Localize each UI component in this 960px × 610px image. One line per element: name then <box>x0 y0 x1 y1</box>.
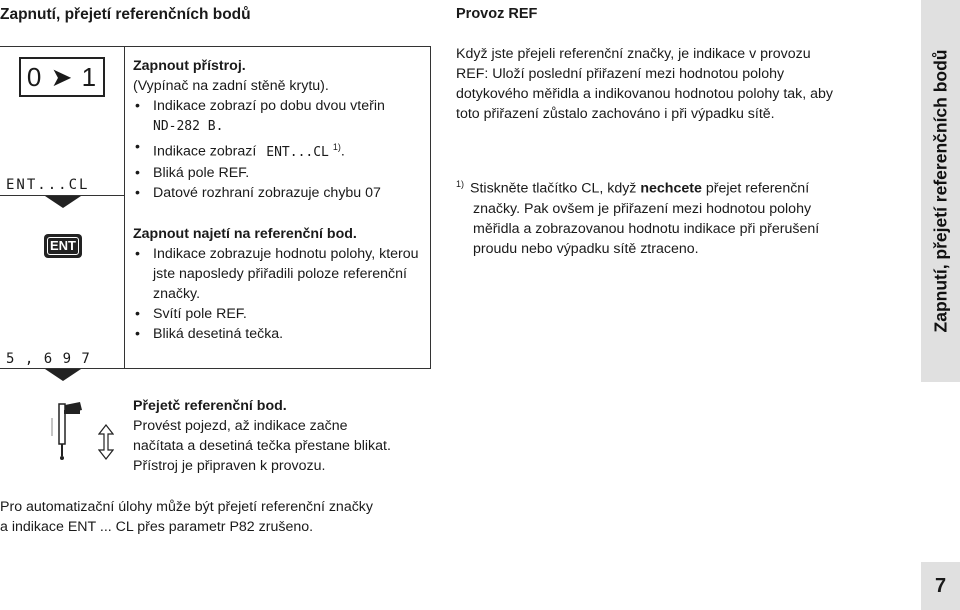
page-title: Zapnutí, přejetí referenčních bodů <box>0 6 251 23</box>
step3-text <box>133 396 433 476</box>
step2-arrow-down-icon <box>45 369 81 381</box>
step3-heading: Přejetč referenční bod. <box>133 398 287 414</box>
step2-heading: Zapnout najetí na referenční bod. <box>133 226 357 242</box>
step3-line: Provést pojezd, až indikace začne <box>133 418 348 434</box>
list-item: • Indikace zobrazí po dobu dvou vteřin ND-282 B. <box>133 96 423 137</box>
display-readout-ent-cl: ENT...CL <box>6 177 90 193</box>
left-box-right-border <box>430 46 431 368</box>
step1-bullets <box>133 96 423 203</box>
list-item: • Bliká pole REF. <box>133 163 423 183</box>
list-item: • Datové rozhraní zobrazuje chybu 07 <box>133 183 423 203</box>
footnote-marker: 1) <box>456 179 465 189</box>
ent-key[interactable] <box>44 234 82 258</box>
step1-note: (Vypínač na zadní stěně krytu). <box>133 78 329 94</box>
step2-text <box>133 224 423 344</box>
step2-bullets <box>133 244 423 344</box>
footer-note: Pro automatizační úlohy může být přejetí referenční značky a indikace ENT ... CL přes parametr P82 zrušeno. <box>0 499 373 535</box>
probe-gauge-icon <box>38 396 88 468</box>
right-heading: Provoz REF <box>456 6 538 22</box>
page-number-tab <box>921 562 960 610</box>
list-item: • Indikace zobrazuje hodnotu polohy, kterou jste naposledy přiřadili poloze referenční značky. <box>133 244 423 304</box>
step3-line: Přístroj je připraven k provozu. <box>133 458 326 474</box>
display-readout-value: 5 , 6 9 7 <box>6 351 91 367</box>
footnote: $^{1)}$ Stiskněte tlačítko CL, když nechcete přejet referenční značky. Pak ovšem je přiřazení mezi hodnotou polohy měřidla a zobrazovanou hodnotu indikace při přerušení proudu nebo výpadku sítě ztraceno. <box>456 179 820 257</box>
up-down-arrow-icon <box>98 424 114 460</box>
step1-text <box>133 56 423 203</box>
list-item: • Indikace zobrazí ENT...CL $^{1)}$. <box>133 137 423 163</box>
list-item: • Svítí pole REF. <box>133 304 423 324</box>
page-number: 7 <box>934 574 947 597</box>
step1-arrow-down-icon <box>45 196 81 208</box>
step1-top-border <box>0 46 430 47</box>
side-tab-label: Zapnutí, přejetí referenčních bodů <box>930 49 950 333</box>
ent-key-label: ENT <box>47 237 79 255</box>
ref-mode-paragraph: Když jste přejeli referenční značky, je indikace v provozu REF: Uloží poslední přiřazení mezi hodnotou polohy dotykového měřidla a indikovanou hodnotou polohy tak, aby toto přiřazení zůstalo zachováno i při výpadku sítě. <box>456 46 834 122</box>
power-switch-key[interactable] <box>19 57 105 97</box>
power-switch-key-label: 0 ➤ 1 <box>26 61 98 92</box>
step1-heading: Zapnout přístroj. <box>133 58 246 74</box>
side-tab <box>921 0 960 382</box>
icon-column-divider <box>124 46 125 368</box>
list-item: • Bliká desetiná tečka. <box>133 324 423 344</box>
step3-line: načítata a desetiná tečka přestane blikat. <box>133 438 391 454</box>
